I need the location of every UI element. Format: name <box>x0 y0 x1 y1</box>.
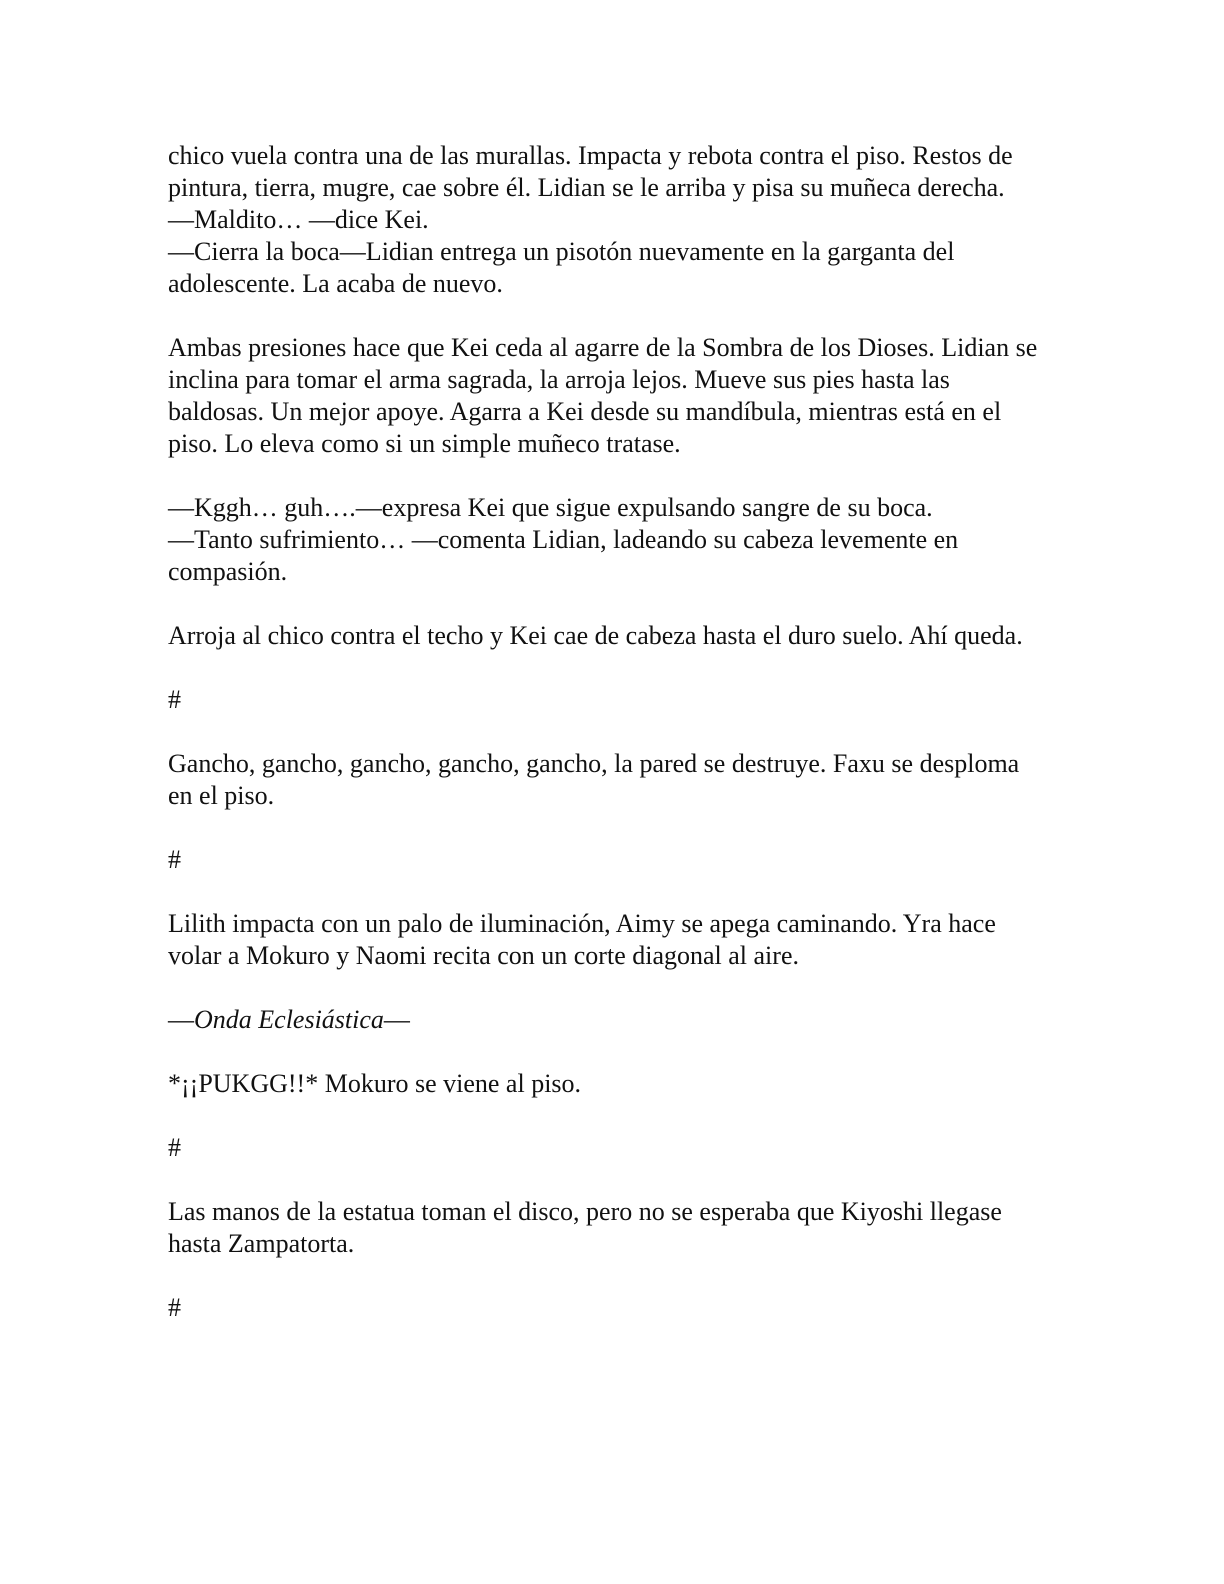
paragraph-gap <box>168 812 1048 844</box>
dialogue-maldito: —Maldito… —dice Kei. <box>168 205 429 234</box>
paragraph-gap <box>168 1260 1048 1292</box>
dialogue-cierra-la-boca: —Cierra la boca—Lidian entrega un pisotón nuevamente en la garganta del adolescente. La acaba de nuevo. <box>168 237 955 298</box>
paragraph-gap <box>168 652 1048 684</box>
spell-dash-open: — <box>168 1005 194 1034</box>
paragraph-arroja-al-chico: Arroja al chico contra el techo y Kei cae de cabeza hasta el duro suelo. Ahí queda. <box>168 621 1023 650</box>
paragraph-pukgg: *¡¡PUKGG!!* Mokuro se viene al piso. <box>168 1069 582 1098</box>
spell-dash-close: — <box>383 1005 410 1034</box>
paragraph-gap <box>168 972 1048 1004</box>
paragraph-ambas-presiones: Ambas presiones hace que Kei ceda al agarre de la Sombra de los Dioses. Lidian se inclina para tomar el arma sagrada, la arroja lejos. Mueve sus pies hasta las baldosas. Un mejor apoye. Agarra a Kei desde su mandíbula, mientras está en el piso. Lo eleva como si un simple muñeco tratase. <box>168 333 1038 458</box>
dialogue-tanto-sufrimiento: —Tanto sufrimiento… —comenta Lidian, ladeando su cabeza levemente en compasión. <box>168 525 959 586</box>
paragraph-gap <box>168 460 1048 492</box>
scene-break: # <box>168 685 181 714</box>
document-page <box>168 140 1048 1324</box>
paragraph-gap <box>168 300 1048 332</box>
scene-break: # <box>168 1133 181 1162</box>
paragraph-las-manos: Las manos de la estatua toman el disco, pero no se esperaba que Kiyoshi llegase hasta Zampatorta. <box>168 1197 1002 1258</box>
paragraph-gancho: Gancho, gancho, gancho, gancho, gancho, la pared se destruye. Faxu se desploma en el piso. <box>168 749 1020 810</box>
paragraph-gap <box>168 588 1048 620</box>
paragraph-gap <box>168 716 1048 748</box>
dialogue-kggh: —Kggh… guh….—expresa Kei que sigue expulsando sangre de su boca. <box>168 493 933 522</box>
paragraph-gap <box>168 1164 1048 1196</box>
scene-break: # <box>168 845 181 874</box>
paragraph-gap <box>168 1036 1048 1068</box>
scene-break: # <box>168 1293 181 1322</box>
paragraph-chico-vuela: chico vuela contra una de las murallas. Impacta y rebota contra el piso. Restos de pintura, tierra, mugre, cae sobre él. Lidian se le arriba y pisa su muñeca derecha. <box>168 141 1013 202</box>
paragraph-lilith-impacta: Lilith impacta con un palo de iluminación, Aimy se apega caminando. Yra hace volar a Mokuro y Naomi recita con un corte diagonal al aire. <box>168 909 996 970</box>
spell-name-onda-eclesiastica: Onda Eclesiástica <box>194 1005 384 1034</box>
paragraph-gap <box>168 1100 1048 1132</box>
paragraph-gap <box>168 876 1048 908</box>
spell-line <box>168 1004 1048 1036</box>
